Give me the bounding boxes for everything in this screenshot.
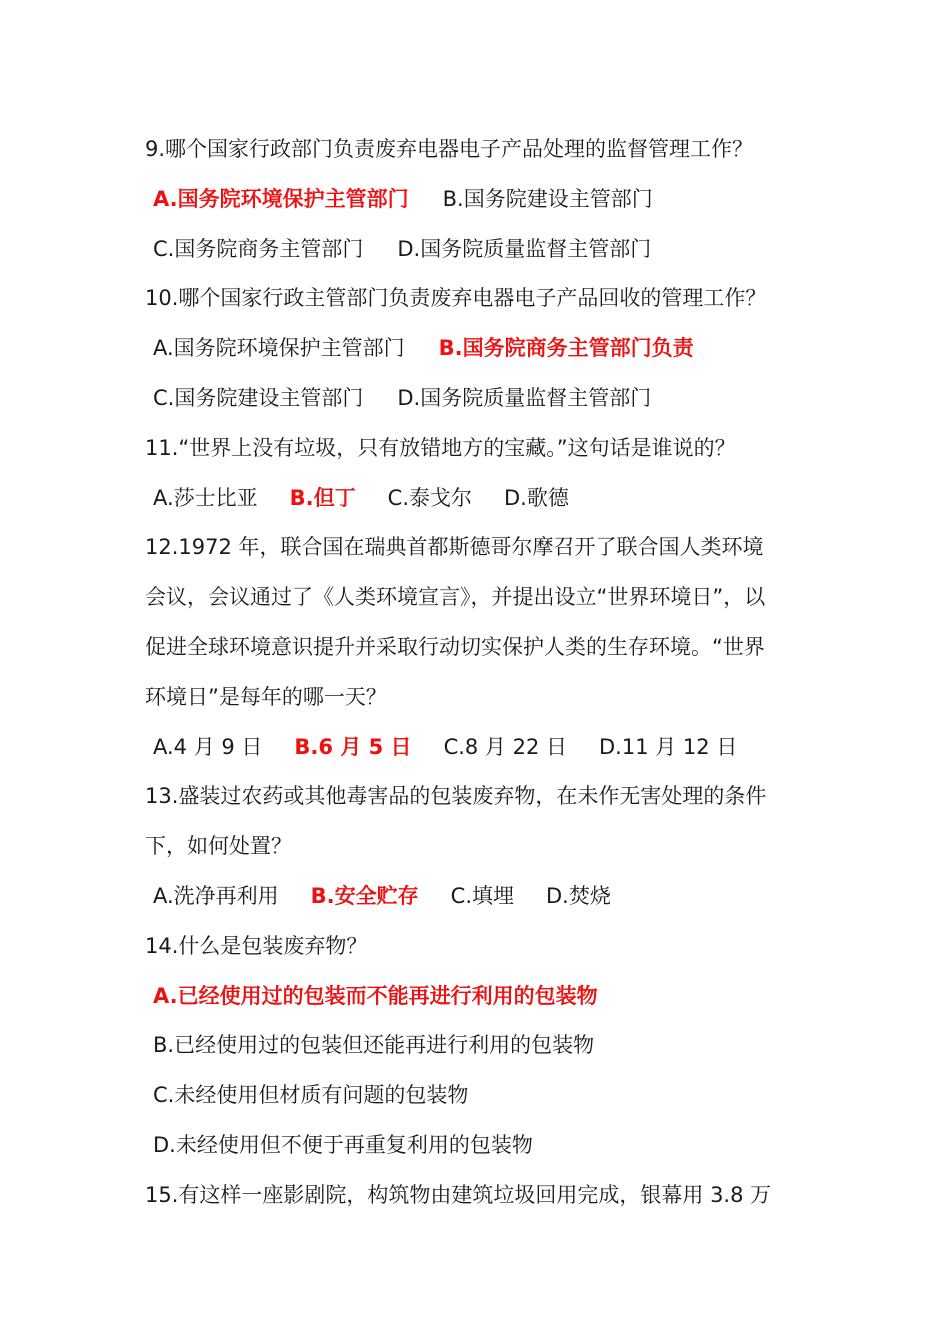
question-stem: 10.哪个国家行政主管部门负责废弃电器电子产品回收的管理工作？ (145, 286, 767, 311)
question-stem: 下，如何处置？ (145, 834, 292, 859)
option-row (0, 732, 950, 762)
answer-option: D.国务院质量监督主管部门 (397, 236, 652, 261)
option-row (0, 881, 950, 911)
answer-option: B.国务院建设主管部门 (442, 186, 653, 211)
option-row (0, 1030, 950, 1060)
option-row (0, 1130, 950, 1160)
answer-option: D.国务院质量监督主管部门 (397, 386, 652, 410)
answer-option: D.焚烧 (546, 884, 611, 908)
question-stem: 15.有这样一座影剧院，构筑物由建筑垃圾回用完成，银幕用 3.8 万 (145, 1182, 772, 1207)
option-row (0, 184, 950, 214)
correct-answer-option: B.6 月 5 日 (294, 734, 412, 759)
question-stem: 14.什么是包装废弃物？ (145, 933, 368, 958)
answer-option: A.4 月 9 日 (153, 734, 263, 759)
option-row (0, 981, 950, 1011)
option-row (0, 1080, 950, 1110)
answer-option: A.莎士比亚 (153, 485, 258, 510)
question-stem: 11.“世界上没有垃圾，只有放错地方的宝藏。”这句话是谁说的？ (145, 435, 736, 460)
option-row (0, 333, 950, 363)
correct-answer-option: A.已经使用过的包装而不能再进行利用的包装物 (153, 983, 598, 1008)
question-stem: 促进全球环境意识提升并采取行动切实保护人类的生存环境。“世界 (145, 635, 765, 659)
answer-option: D.歌德 (504, 485, 569, 510)
question-stem: 12.1972 年，联合国在瑞典首都斯德哥尔摩召开了联合国人类环境 (145, 535, 764, 560)
answer-option: C.泰戈尔 (387, 485, 472, 510)
option-row (0, 483, 950, 513)
option-row (0, 234, 950, 264)
correct-answer-option: A.国务院环境保护主管部门 (153, 186, 409, 211)
answer-option: C.未经使用但材质有问题的包装物 (153, 1083, 469, 1108)
question-stem: 13.盛装过农药或其他毒害品的包装废弃物，在未作无害处理的条件 (145, 784, 767, 809)
answer-option: A.国务院环境保护主管部门 (153, 336, 405, 361)
answer-option: C.国务院商务主管部门 (153, 236, 364, 261)
answer-option: C.填埋 (450, 884, 514, 908)
question-stem: 环境日”是每年的哪一天？ (145, 684, 387, 709)
correct-answer-option: B.但丁 (289, 485, 356, 510)
answer-option: A.洗净再利用 (153, 884, 279, 908)
answer-option: D.未经使用但不便于再重复利用的包装物 (153, 1133, 533, 1157)
answer-option: C.8 月 22 日 (443, 734, 568, 759)
question-stem: 9.哪个国家行政部门负责废弃电器电子产品处理的监督管理工作？ (145, 137, 754, 161)
answer-option: C.国务院建设主管部门 (153, 386, 364, 410)
answer-option: B.已经使用过的包装但还能再进行利用的包装物 (153, 1033, 595, 1058)
correct-answer-option: B.国务院商务主管部门负责 (438, 336, 694, 361)
correct-answer-option: B.安全贮存 (310, 884, 419, 908)
option-row (0, 383, 950, 413)
answer-option: D.11 月 12 日 (599, 734, 738, 759)
question-stem: 会议，会议通过了《人类环境宣言》，并提出设立“世界环境日”，以 (145, 585, 766, 610)
